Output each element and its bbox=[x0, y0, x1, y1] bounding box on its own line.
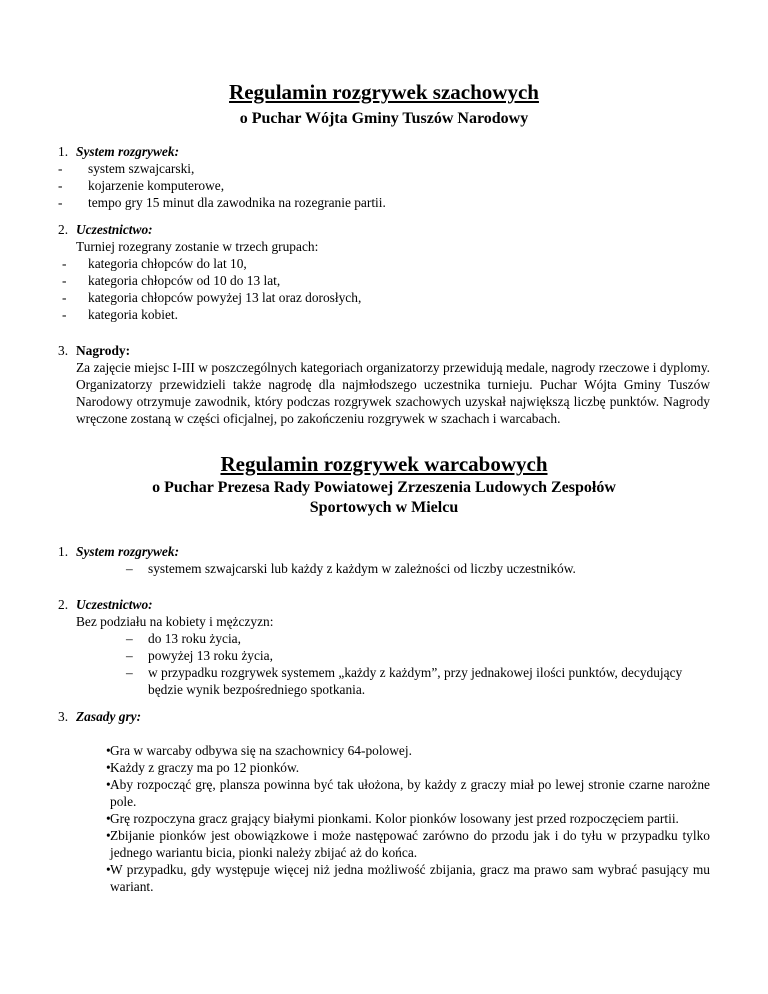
draughts-subtitle-line-1: o Puchar Prezesa Rady Powiatowej Zrzeszenia Ludowych Zespołów bbox=[152, 479, 616, 496]
section-heading: System rozgrywek: bbox=[76, 544, 180, 559]
list-item: powyżej 13 roku życia, bbox=[148, 648, 273, 663]
section-number: 1. bbox=[58, 544, 69, 559]
list-item: kategoria chłopców od 10 do 13 lat, bbox=[88, 273, 281, 288]
list-item: do 13 roku życia, bbox=[148, 631, 241, 646]
chess-section-prizes bbox=[58, 342, 710, 427]
chess-title: Regulamin rozgrywek szachowych bbox=[229, 80, 539, 104]
draughts-subtitle-line-2: Sportowych w Mielcu bbox=[309, 499, 459, 516]
list-item: Gra w warcaby odbywa się na szachownicy 64-polowej. bbox=[110, 743, 412, 758]
section-heading: System rozgrywek: bbox=[76, 144, 180, 159]
chess-section-system: 1. System rozgrywek: - system szwajcarski, - kojarzenie komputerowe, - tempo gry 15 minut dla zawodnika na rozegranie partii. bbox=[58, 144, 386, 210]
list-item: Każdy z graczy ma po 12 pionków. bbox=[110, 760, 300, 775]
list-item: kategoria chłopców do lat 10, bbox=[88, 256, 247, 271]
draughts-title-block bbox=[0, 452, 768, 518]
section-heading: Uczestnictwo: bbox=[76, 222, 153, 237]
draughts-section-system: 1. System rozgrywek: – systemem szwajcarski lub każdy z każdym w zależności od liczby uczestników. bbox=[58, 544, 576, 576]
list-item: w przypadku rozgrywek systemem „każdy z każdym”, przy jednakowej ilości punktów, decydujący będzie wynik bezpośredniego spotkania. bbox=[148, 665, 683, 697]
section-paragraph: Za zajęcie miejsc I-III w poszczególnych kategoriach organizatorzy przewidują medale, nagrody rzeczowe i dyplomy. Organizatorzy przewidzieli także nagrodę dla najmłodszego uczestnika turnieju. Puchar Wójta Gminy Tuszów Narodowy otrzymuje zawodnik, który podczas rozgrywek szachowych uzyskał największą liczbę punktów. Nagrody wręczone zostaną w części oficjalnej, po zakończeniu rozgrywek w szachach i warcabach. bbox=[76, 360, 710, 426]
draughts-section-participation: 2. Uczestnictwo: Bez podziału na kobiety i mężczyzn: – do 13 roku życia, – powyżej 13 roku życia, – w przypadku rozgrywek systemem „każdy z każdym”, przy jednakowej ilości punktów, decydujący będzie wynik bezpośredniego spotkania. bbox=[58, 596, 710, 698]
list-item: W przypadku, gdy występuje więcej niż jedna możliwość zbijania, gracz ma prawo sam wybrać pasujący mu wariant. bbox=[110, 862, 710, 894]
draughts-title: Regulamin rozgrywek warcabowych bbox=[220, 452, 548, 476]
section-number: 3. bbox=[58, 709, 69, 724]
section-number: 3. bbox=[58, 343, 69, 358]
chess-section-participation: 2. Uczestnictwo: Turniej rozegrany zostanie w trzech grupach: - kategoria chłopców do lat 10, - kategoria chłopców od 10 do 13 lat, - kategoria chłopców powyżej 13 lat oraz dorosłych, - kategoria kobiet. bbox=[58, 221, 710, 323]
list-item: kategoria chłopców powyżej 13 lat oraz dorosłych, bbox=[88, 290, 362, 305]
list-item: Aby rozpocząć grę, plansza powinna być tak ułożona, by każdy z graczy miał po lewej stronie czarne narożne pole. bbox=[110, 777, 710, 809]
list-item: Grę rozpoczyna gracz grający białymi pionkami. Kolor pionków losowany jest przed rozpoczęciem partii. bbox=[110, 811, 679, 826]
section-number: 1. bbox=[58, 144, 69, 159]
list-item: kojarzenie komputerowe, bbox=[88, 178, 225, 193]
list-item: kategoria kobiet. bbox=[88, 307, 178, 322]
section-heading: Nagrody: bbox=[76, 343, 131, 358]
list-item: tempo gry 15 minut dla zawodnika na rozegranie partii. bbox=[88, 195, 386, 210]
section-heading: Zasady gry: bbox=[76, 709, 142, 724]
section-intro: Turniej rozegrany zostanie w trzech grupach: bbox=[76, 239, 319, 254]
list-item: Zbijanie pionków jest obowiązkowe i może następować zarówno do przodu jak i do tyłu w przypadku tylko jednego wariantu bicia, pionki należy zbijać aż do końca. bbox=[110, 828, 710, 860]
chess-subtitle: o Puchar Wójta Gminy Tuszów Narodowy bbox=[239, 110, 529, 127]
draughts-section-rules: 3. Zasady gry: • Gra w warcaby odbywa się na szachownicy 64-polowej. • Każdy z graczy ma po 12 pionków. • Aby rozpocząć grę, plansza powinna być tak ułożona, by każdy z graczy miał po lewej stronie czarne narożne pole. • Grę rozpoczyna gracz grający białymi pionkami. Kolor pionków losowany jest przed rozpoczęciem partii. • Zbijanie pionków jest obowiązkowe i może następować zarówno do przodu jak i do tyłu w przypadku tylko jednego wariantu bicia, pionki należy zbijać aż do końca. • W przypadku, gdy występuje więcej niż jedna możliwość zbijania, gracz ma prawo sam wybrać pasujący mu wariant. bbox=[58, 709, 710, 894]
section-number: 2. bbox=[58, 597, 69, 612]
section-intro: Bez podziału na kobiety i mężczyzn: bbox=[76, 614, 274, 629]
section-heading: Uczestnictwo: bbox=[76, 597, 153, 612]
section-number: 2. bbox=[58, 222, 69, 237]
chess-title-block bbox=[0, 80, 768, 129]
list-item: system szwajcarski, bbox=[88, 161, 195, 176]
list-item: systemem szwajcarski lub każdy z każdym w zależności od liczby uczestników. bbox=[148, 561, 576, 576]
